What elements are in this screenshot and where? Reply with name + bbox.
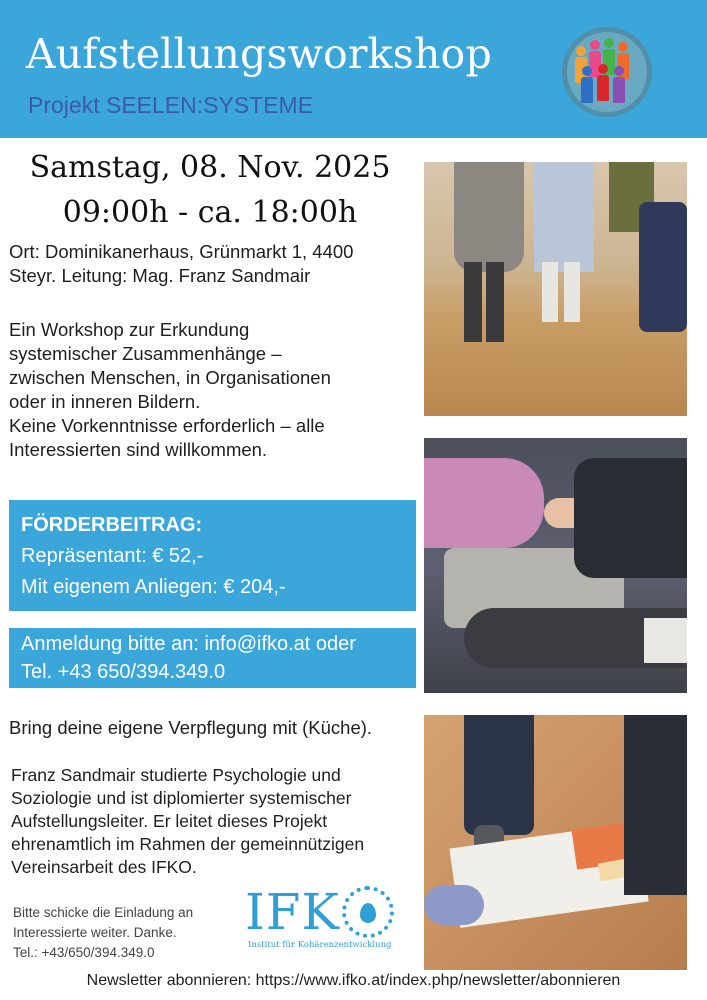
description-line: systemischer Zusammenhänge – xyxy=(9,343,282,364)
invite-line: Tel.: +43/650/394.349.0 xyxy=(13,945,155,960)
location-line: Steyr. Leitung: Mag. Franz Sandmair xyxy=(9,265,311,286)
fee-representative: Repräsentant: € 52,- xyxy=(21,545,204,567)
description-line: zwischen Menschen, in Organisationen xyxy=(9,367,331,388)
bio-line: Aufstellungsleiter. Er leitet dieses Projekt xyxy=(11,811,328,831)
location-line: Ort: Dominikanerhaus, Grünmarkt 1, 4400 xyxy=(9,241,354,262)
registration-box xyxy=(9,628,416,688)
invite-line: Bitte schicke die Einladung an xyxy=(13,905,194,920)
header-banner xyxy=(0,0,707,138)
event-date: Samstag, 08. Nov. 2025 xyxy=(29,150,391,185)
bio-line: Franz Sandmair studierte Psychologie und xyxy=(11,765,341,785)
description-line: oder in inneren Bildern. xyxy=(9,391,201,412)
workshop-standing-photo xyxy=(424,162,687,416)
invite-note xyxy=(13,903,193,963)
fee-box xyxy=(9,500,416,611)
description-line: Ein Workshop zur Erkundung xyxy=(9,319,250,340)
workshop-holding-hands-photo xyxy=(424,438,687,693)
leader-bio xyxy=(11,764,364,879)
bring-food-text: Bring deine eigene Verpflegung mit (Küche). xyxy=(9,717,373,738)
ifko-logo-subtitle: Institut für Kohärenzentwicklung xyxy=(248,940,392,950)
page-title: Aufstellungsworkshop xyxy=(26,30,492,78)
workshop-description xyxy=(9,318,331,462)
page-subtitle: Projekt SEELEN:SYSTEME xyxy=(28,92,314,118)
fee-own-concern: Mit eigenem Anliegen: € 204,- xyxy=(21,576,286,598)
newsletter-footer[interactable]: Newsletter abonnieren: https://www.ifko.at/index.php/newsletter/abonnieren xyxy=(86,972,621,989)
flower-drop-icon xyxy=(342,886,394,938)
bio-line: Soziologie und ist diplomierter systemischer xyxy=(11,788,352,808)
description-line: Keine Vorkenntnisse erforderlich – alle xyxy=(9,415,325,436)
registration-email-line[interactable]: Anmeldung bitte an: info@ifko.at oder xyxy=(21,633,356,655)
description-line: Interessierten sind willkommen. xyxy=(9,439,268,460)
invite-line: Interessierte weiter. Danke. xyxy=(13,925,177,940)
people-group-icon xyxy=(562,27,652,117)
workshop-floor-cards-photo xyxy=(424,715,687,970)
fee-heading: FÖRDERBEITRAG: xyxy=(21,514,203,536)
bring-food-note xyxy=(9,716,372,740)
registration-phone-line: Tel. +43 650/394.349.0 xyxy=(21,661,226,683)
event-location xyxy=(9,240,353,288)
bio-line: Vereinsarbeit des IFKO. xyxy=(11,857,197,877)
event-time: 09:00h - ca. 18:00h xyxy=(62,195,358,230)
bio-line: ehrenamtlich im Rahmen der gemeinnützigen xyxy=(11,834,365,854)
ifko-logo-text: IFK xyxy=(245,883,340,941)
